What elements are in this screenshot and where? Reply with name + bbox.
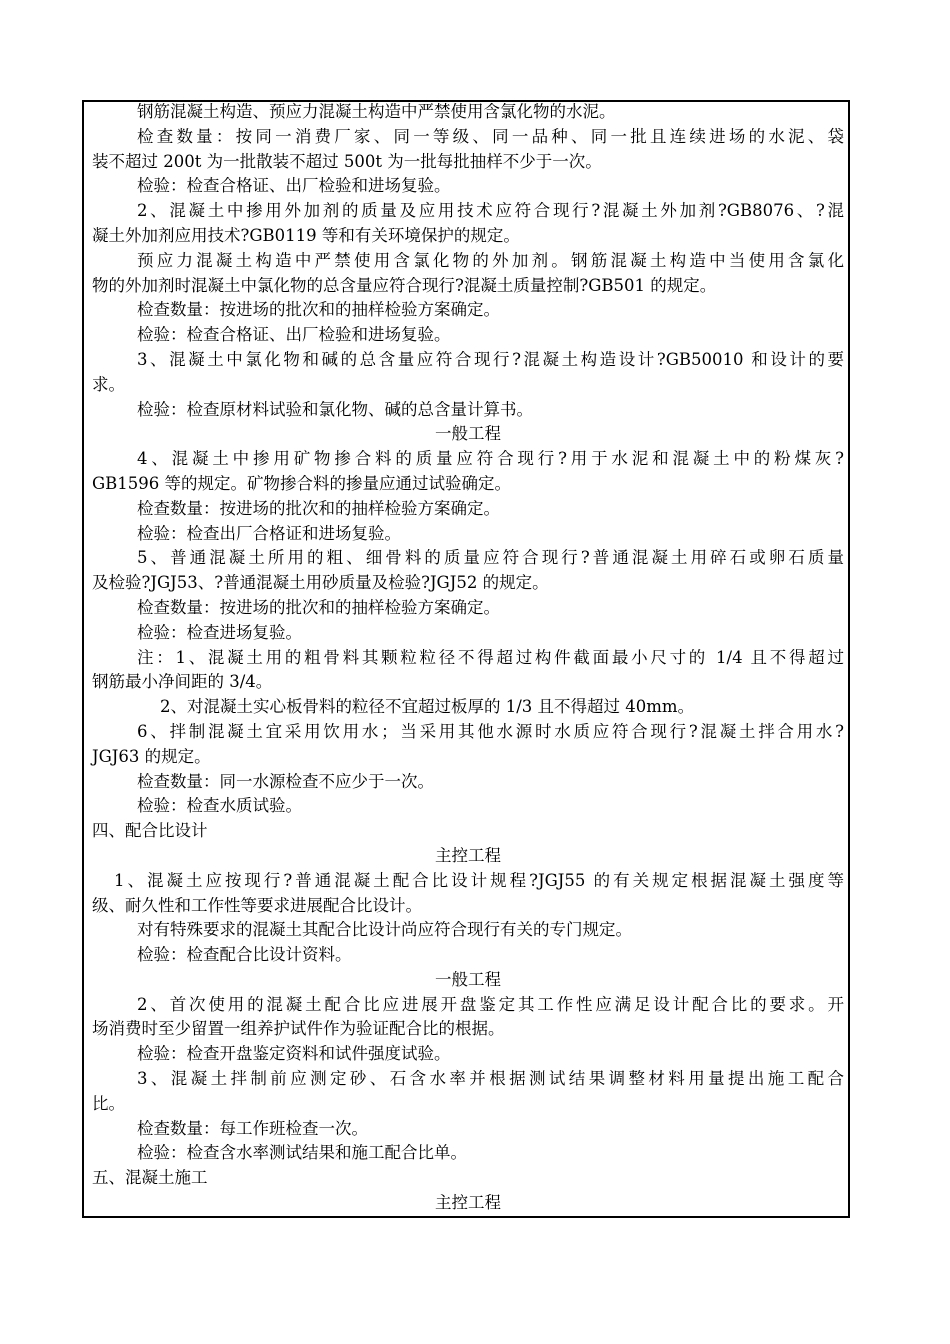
text-line: 凝土外加剂应用技术?GB0119 等和有关环境保护的规定。	[92, 225, 520, 245]
text-line: 五、混凝土施工	[92, 1168, 208, 1188]
section-heading: 主控工程	[435, 845, 501, 865]
text-line: 检验：检查进场复验。	[137, 622, 302, 642]
text-line: 检验：检查水质试验。	[137, 796, 302, 816]
text-line: 2、首次使用的混凝土配合比应进展开盘鉴定其工作性应满足设计配合比的要求。开	[137, 994, 844, 1014]
text-line: 3、混凝土拌制前应测定砂、石含水率并根据测试结果调整材料用量提出施工配合	[137, 1069, 844, 1089]
text-line: 检查数量：按进场的批次和的抽样检验方案确定。	[137, 597, 500, 617]
text-line: 对有特殊要求的混凝土其配合比设计尚应符合现行有关的专门规定。	[137, 920, 632, 940]
text-line: JGJ63 的规定。	[92, 746, 211, 766]
text-line: 3、混凝土中氯化物和碱的总含量应符合现行?混凝土构造设计?GB50010 和设计的要	[137, 349, 844, 369]
text-line: 预应力混凝土构造中严禁使用含氯化物的外加剂。钢筋混凝土构造中当使用含氯化	[137, 250, 844, 270]
text-line: 及检验?JGJ53、?普通混凝土用砂质量及检验?JGJ52 的规定。	[92, 573, 549, 593]
section-heading: 一般工程	[435, 969, 501, 989]
text-line: 检验：检查合格证、出厂检验和进场复验。	[137, 325, 451, 345]
text-line: 4、混凝土中掺用矿物掺合料的质量应符合现行?用于水泥和混凝土中的粉煤灰?	[137, 449, 844, 469]
text-line: 钢筋最小净间距的 3/4。	[92, 672, 273, 692]
text-line: 检验：检查含水率测试结果和施工配合比单。	[137, 1143, 467, 1163]
text-line: 装不超过 200t 为一批散装不超过 500t 为一批每批抽样不少于一次。	[92, 151, 602, 171]
section-heading: 一般工程	[435, 424, 501, 444]
text-line: 检验：检查原材料试验和氯化物、碱的总含量计算书。	[137, 399, 533, 419]
text-line: GB1596 等的规定。矿物掺合料的掺量应通过试验确定。	[92, 473, 512, 493]
text-line: 级、耐久性和工作性等要求进展配合比设计。	[92, 895, 422, 915]
text-line: 注：1、混凝土用的粗骨料其颗粒粒径不得超过构件截面最小尺寸的 1/4 且不得超过	[137, 647, 844, 667]
text-line: 物的外加剂时混凝土中氯化物的总含量应符合现行?混凝土质量控制?GB501 的规定。	[92, 275, 717, 295]
text-line: 比。	[92, 1093, 125, 1113]
document-body	[92, 100, 844, 1216]
text-line: 检查数量：按同一消费厂家、同一等级、同一品种、同一批且连续进场的水泥、袋	[137, 126, 844, 146]
text-line: 场消费时至少留置一组养护试件作为验证配合比的根据。	[92, 1019, 505, 1039]
text-line: 检验：检查配合比设计资料。	[137, 945, 352, 965]
text-line: 2、对混凝土实心板骨料的粒径不宜超过板厚的 1/3 且不得超过 40mm。	[160, 697, 695, 717]
text-line: 检查数量：同一水源检查不应少于一次。	[137, 771, 434, 791]
text-line: 四、配合比设计	[92, 821, 208, 841]
text-line: 检查数量：每工作班检查一次。	[137, 1118, 368, 1138]
text-line: 2、混凝土中掺用外加剂的质量及应用技术应符合现行?混凝土外加剂?GB8076、?混	[137, 201, 844, 221]
text-line: 检查数量：按进场的批次和的抽样检验方案确定。	[137, 300, 500, 320]
text-line: 6、拌制混凝土宜采用饮用水；当采用其他水源时水质应符合现行?混凝土拌合用水?	[137, 721, 844, 741]
text-line: 检查数量：按进场的批次和的抽样检验方案确定。	[137, 498, 500, 518]
text-line: 求。	[92, 374, 125, 394]
section-heading: 主控工程	[435, 1193, 501, 1213]
text-line: 检验：检查出厂合格证和进场复验。	[137, 523, 401, 543]
text-line: 5、普通混凝土所用的粗、细骨料的质量应符合现行?普通混凝土用碎石或卵石质量	[137, 548, 844, 568]
text-line: 1、混凝土应按现行?普通混凝土配合比设计规程?JGJ55 的有关规定根据混凝土强度等	[114, 870, 844, 890]
text-line: 钢筋混凝土构造、预应力混凝土构造中严禁使用含氯化物的水泥。	[137, 102, 616, 121]
text-line: 检验：检查开盘鉴定资料和试件强度试验。	[137, 1044, 451, 1064]
text-line: 检验：检查合格证、出厂检验和进场复验。	[137, 176, 451, 196]
